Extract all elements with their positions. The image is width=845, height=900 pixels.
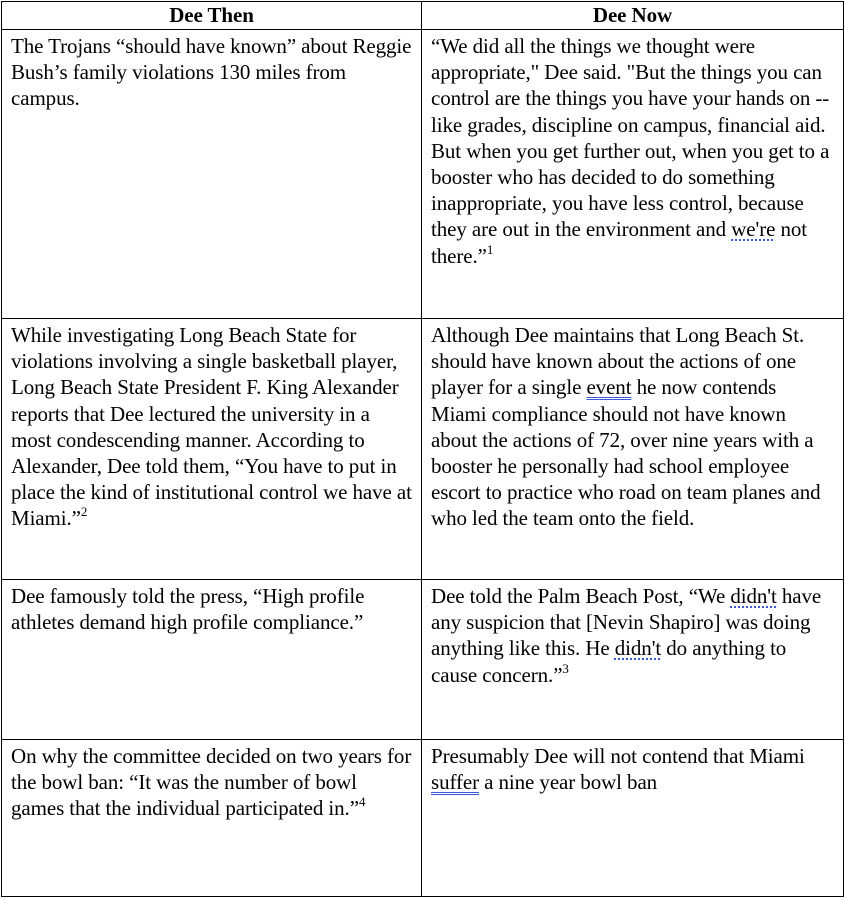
table-row — [2, 580, 844, 740]
then-cell — [2, 580, 422, 740]
then-text: While investigating Long Beach State for violations involving a single basketball player, Long Beach State President F. King Alexander reports that Dee lectured the university in a most condescending manner. According to Alexander, Dee told them, “You have to put in place the kind of institutional control we have at Miami.” — [11, 323, 412, 531]
now-text: have any suspicion that [Nevin Shapiro] was doing anything like this. He — [431, 584, 822, 661]
now-text: not there.” — [431, 217, 808, 268]
grammar-flagged-word: didn't — [730, 584, 777, 608]
then-cell — [2, 30, 422, 319]
table-row — [2, 319, 844, 580]
then-text: On why the committee decided on two years for the bowl ban: “It was the number of bowl games that the individual participated in.” — [11, 744, 412, 821]
then-cell — [2, 740, 422, 897]
now-text: Presumably Dee will not contend that Miami — [431, 744, 805, 768]
then-text: Dee famously told the press, “High profile athletes demand high profile compliance.” — [11, 584, 365, 635]
table-row — [2, 740, 844, 897]
now-cell — [422, 580, 844, 740]
header-dee-now: Dee Now — [422, 2, 844, 30]
footnote-marker: 2 — [80, 504, 88, 520]
grammar-flagged-word: suffer — [431, 770, 479, 795]
grammar-flagged-word: we're — [731, 217, 776, 242]
now-text: a nine year bowl ban — [479, 770, 658, 795]
now-text: Although Dee maintains that Long Beach St. should have known about the actions of one player for a single — [431, 323, 805, 400]
footnote-marker: 3 — [562, 660, 569, 676]
now-text: “We did all the things we thought were appropriate," Dee said. "But the things you can control are the things you have your hands on -- like grades, discipline on campus, financial aid. But when you get further out, when you get to a booster who has decided to do something inappropriate, you have less control, because they are out in the environment and — [431, 34, 830, 242]
then-text: The Trojans “should have known” about Reggie Bush’s family violations 130 miles from campus. — [11, 34, 412, 111]
table-row — [2, 30, 844, 319]
now-text: he now contends Miami compliance should not have known about the actions of 72, over nine years with a booster he personally had school employee escort to practice who road on team planes and who led the team onto the field. — [431, 375, 821, 531]
now-text: Dee told the Palm Beach Post, “We — [431, 584, 731, 608]
now-cell — [422, 30, 844, 319]
then-cell — [2, 319, 422, 580]
footnote-marker: 4 — [358, 794, 366, 810]
grammar-flagged-word: didn't — [614, 636, 662, 661]
grammar-flagged-word: event — [586, 375, 632, 400]
now-cell — [422, 740, 844, 897]
footnote-marker: 1 — [486, 241, 494, 257]
header-row — [2, 2, 844, 30]
header-dee-then: Dee Then — [2, 2, 422, 30]
comparison-table — [1, 1, 844, 897]
now-text: do anything to cause concern.” — [431, 636, 787, 687]
now-cell — [422, 319, 844, 580]
